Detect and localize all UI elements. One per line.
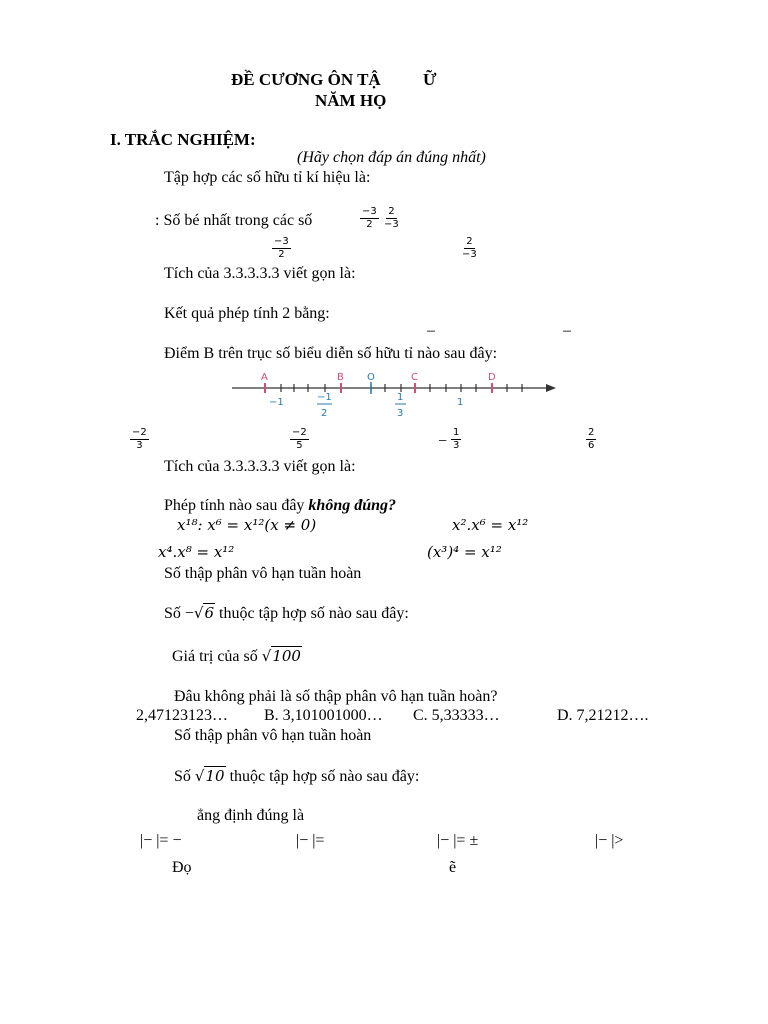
- fragment-left: Đọ: [172, 859, 192, 876]
- question-11: Đâu không phải là số thập phân vô hạn tuần hoàn?: [174, 688, 498, 705]
- tick-label-1-third-den: 3: [397, 408, 404, 419]
- tick-label-1-third-num: 1: [397, 392, 404, 403]
- question-10: Giá trị của số √100: [172, 647, 301, 665]
- option-b[interactable]: B. 3,101001000…: [264, 707, 383, 724]
- option-a[interactable]: 2,47123123…: [136, 707, 228, 724]
- doc-title-line2: NĂM HỌ: [315, 91, 387, 110]
- option-b-fraction[interactable]: $\frac{-2}{5}$: [292, 427, 307, 451]
- fraction-neg3-over-2: $\frac{-3}{2}$: [362, 206, 377, 230]
- option-b-abs[interactable]: |− |=: [296, 832, 325, 849]
- point-label-o: O: [367, 372, 375, 383]
- question-5: Điểm B trên trục số biểu diễn số hữu tỉ nào sau đây:: [164, 345, 498, 362]
- option-a-fraction[interactable]: $\frac{-2}{3}$: [132, 427, 147, 451]
- option-d-fraction[interactable]: $\frac{2}{6}$: [588, 427, 595, 451]
- question-13: Số √10 thuộc tập hợp số nào sau đây:: [174, 767, 420, 785]
- option-a-abs[interactable]: |− |= −: [140, 832, 182, 849]
- question-7: Phép tính nào sau đây không đúng?: [164, 497, 397, 514]
- tick-label-neg1-half-num: −1: [317, 392, 332, 403]
- section-heading: I. TRẮC NGHIỆM:: [110, 130, 256, 149]
- doc-title-line1: ĐỀ CƯƠNG ÔN TẬ: [231, 70, 381, 89]
- sqrt-symbol: √6: [193, 604, 215, 622]
- option-c-expression[interactable]: 𝑥⁴.𝑥⁸ = 𝑥¹²: [158, 543, 235, 561]
- fragment-right: ẽ: [449, 859, 457, 876]
- point-label-c: C: [411, 372, 418, 383]
- sqrt-symbol: √10: [194, 767, 225, 785]
- question-4: Kết quả phép tính 2 bằng:: [164, 305, 330, 322]
- option-d[interactable]: D. 7,21212….: [557, 707, 649, 724]
- fraction-2-over-neg3: $\frac{2}{-3}$: [384, 206, 399, 230]
- option-c[interactable]: C. 5,33333…: [413, 707, 500, 724]
- option-b-fraction[interactable]: $\frac{2}{-3}$: [462, 236, 477, 260]
- option-d-expression[interactable]: (𝑥³)⁴ = 𝑥¹²: [427, 543, 502, 561]
- option-dash-2: –: [563, 322, 571, 339]
- doc-title-line1-tail: Ữ: [423, 70, 437, 89]
- option-b-expression[interactable]: 𝑥².𝑥⁶ = 𝑥¹²: [452, 516, 529, 534]
- tick-label-1: 1: [457, 397, 464, 408]
- section-instruction: (Hãy chọn đáp án đúng nhất): [297, 149, 486, 166]
- question-6: Tích của 3.3.3.3.3 viết gọn là:: [164, 458, 356, 475]
- option-d-abs[interactable]: |− |>: [595, 832, 624, 849]
- option-c-sign: −: [438, 433, 448, 450]
- option-c-abs[interactable]: |− |= ±: [437, 832, 479, 849]
- question-3: Tích của 3.3.3.3.3 viết gọn là:: [164, 265, 356, 282]
- question-8: Số thập phân vô hạn tuần hoàn: [164, 565, 362, 582]
- question-14: ẳng định đúng là: [197, 807, 305, 824]
- option-dash-1: –: [427, 322, 435, 339]
- question-2: : Số bé nhất trong các số: [155, 212, 313, 229]
- option-a-expression[interactable]: 𝑥¹⁸: 𝑥⁶ = 𝑥¹²(𝑥 ≠ 0): [177, 516, 317, 534]
- option-a-fraction[interactable]: $\frac{-3}{2}$: [274, 236, 289, 260]
- question-9: Số −√6 thuộc tập hợp số nào sau đây:: [164, 604, 409, 622]
- point-label-a: A: [261, 372, 268, 383]
- tick-label-neg1: −1: [269, 397, 284, 408]
- option-c-fraction[interactable]: $\frac{1}{3}$: [453, 427, 460, 451]
- tick-label-neg1-half-den: 2: [321, 408, 328, 419]
- question-1: Tập hợp các số hữu tỉ kí hiệu là:: [164, 169, 371, 186]
- question-12: Số thập phân vô hạn tuần hoàn: [174, 727, 372, 744]
- number-line-figure: [228, 368, 560, 424]
- point-label-b: B: [337, 372, 344, 383]
- point-label-d: D: [488, 372, 496, 383]
- sqrt-symbol: √100: [261, 647, 301, 665]
- axis-arrow-icon: [546, 384, 556, 392]
